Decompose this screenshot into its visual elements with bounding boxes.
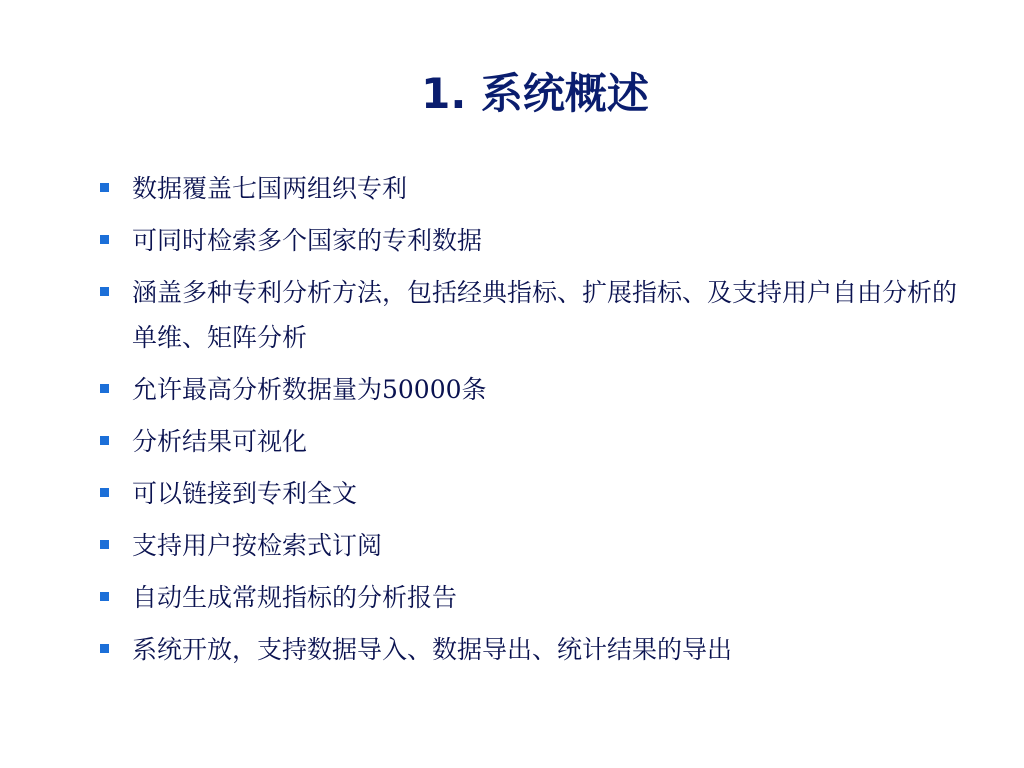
bullet-list: [100, 166, 970, 679]
bullet-text: 涵盖多种专利分析方法，包括经典指标、扩展指标、及支持用户自由分析的单维、矩阵分析: [132, 278, 958, 352]
bullet-text: 分析结果可视化: [132, 427, 308, 456]
list-item: [100, 270, 970, 360]
slide-title: 1. 系统概述: [421, 69, 649, 118]
square-bullet-icon: [100, 183, 109, 192]
square-bullet-icon: [100, 436, 109, 445]
list-item: [100, 523, 970, 568]
bullet-text: 自动生成常规指标的分析报告: [132, 583, 458, 612]
square-bullet-icon: [100, 287, 109, 296]
list-item: [100, 367, 970, 412]
list-item: [100, 471, 970, 516]
square-bullet-icon: [100, 644, 109, 653]
bullet-text: 允许最高分析数据量为50000条: [132, 375, 487, 404]
list-item: [100, 419, 970, 464]
list-item: [100, 575, 970, 620]
square-bullet-icon: [100, 488, 109, 497]
bullet-text: 支持用户按检索式订阅: [132, 531, 383, 560]
bullet-text: 数据覆盖七国两组织专利: [132, 174, 408, 203]
bullet-text: 可以链接到专利全文: [132, 479, 358, 508]
bullet-text: 系统开放，支持数据导入、数据导出、统计结果的导出: [132, 635, 733, 664]
square-bullet-icon: [100, 235, 109, 244]
square-bullet-icon: [100, 592, 109, 601]
bullet-text: 可同时检索多个国家的专利数据: [132, 226, 483, 255]
square-bullet-icon: [100, 540, 109, 549]
list-item: [100, 166, 970, 211]
list-item: [100, 218, 970, 263]
square-bullet-icon: [100, 384, 109, 393]
list-item: [100, 627, 970, 672]
